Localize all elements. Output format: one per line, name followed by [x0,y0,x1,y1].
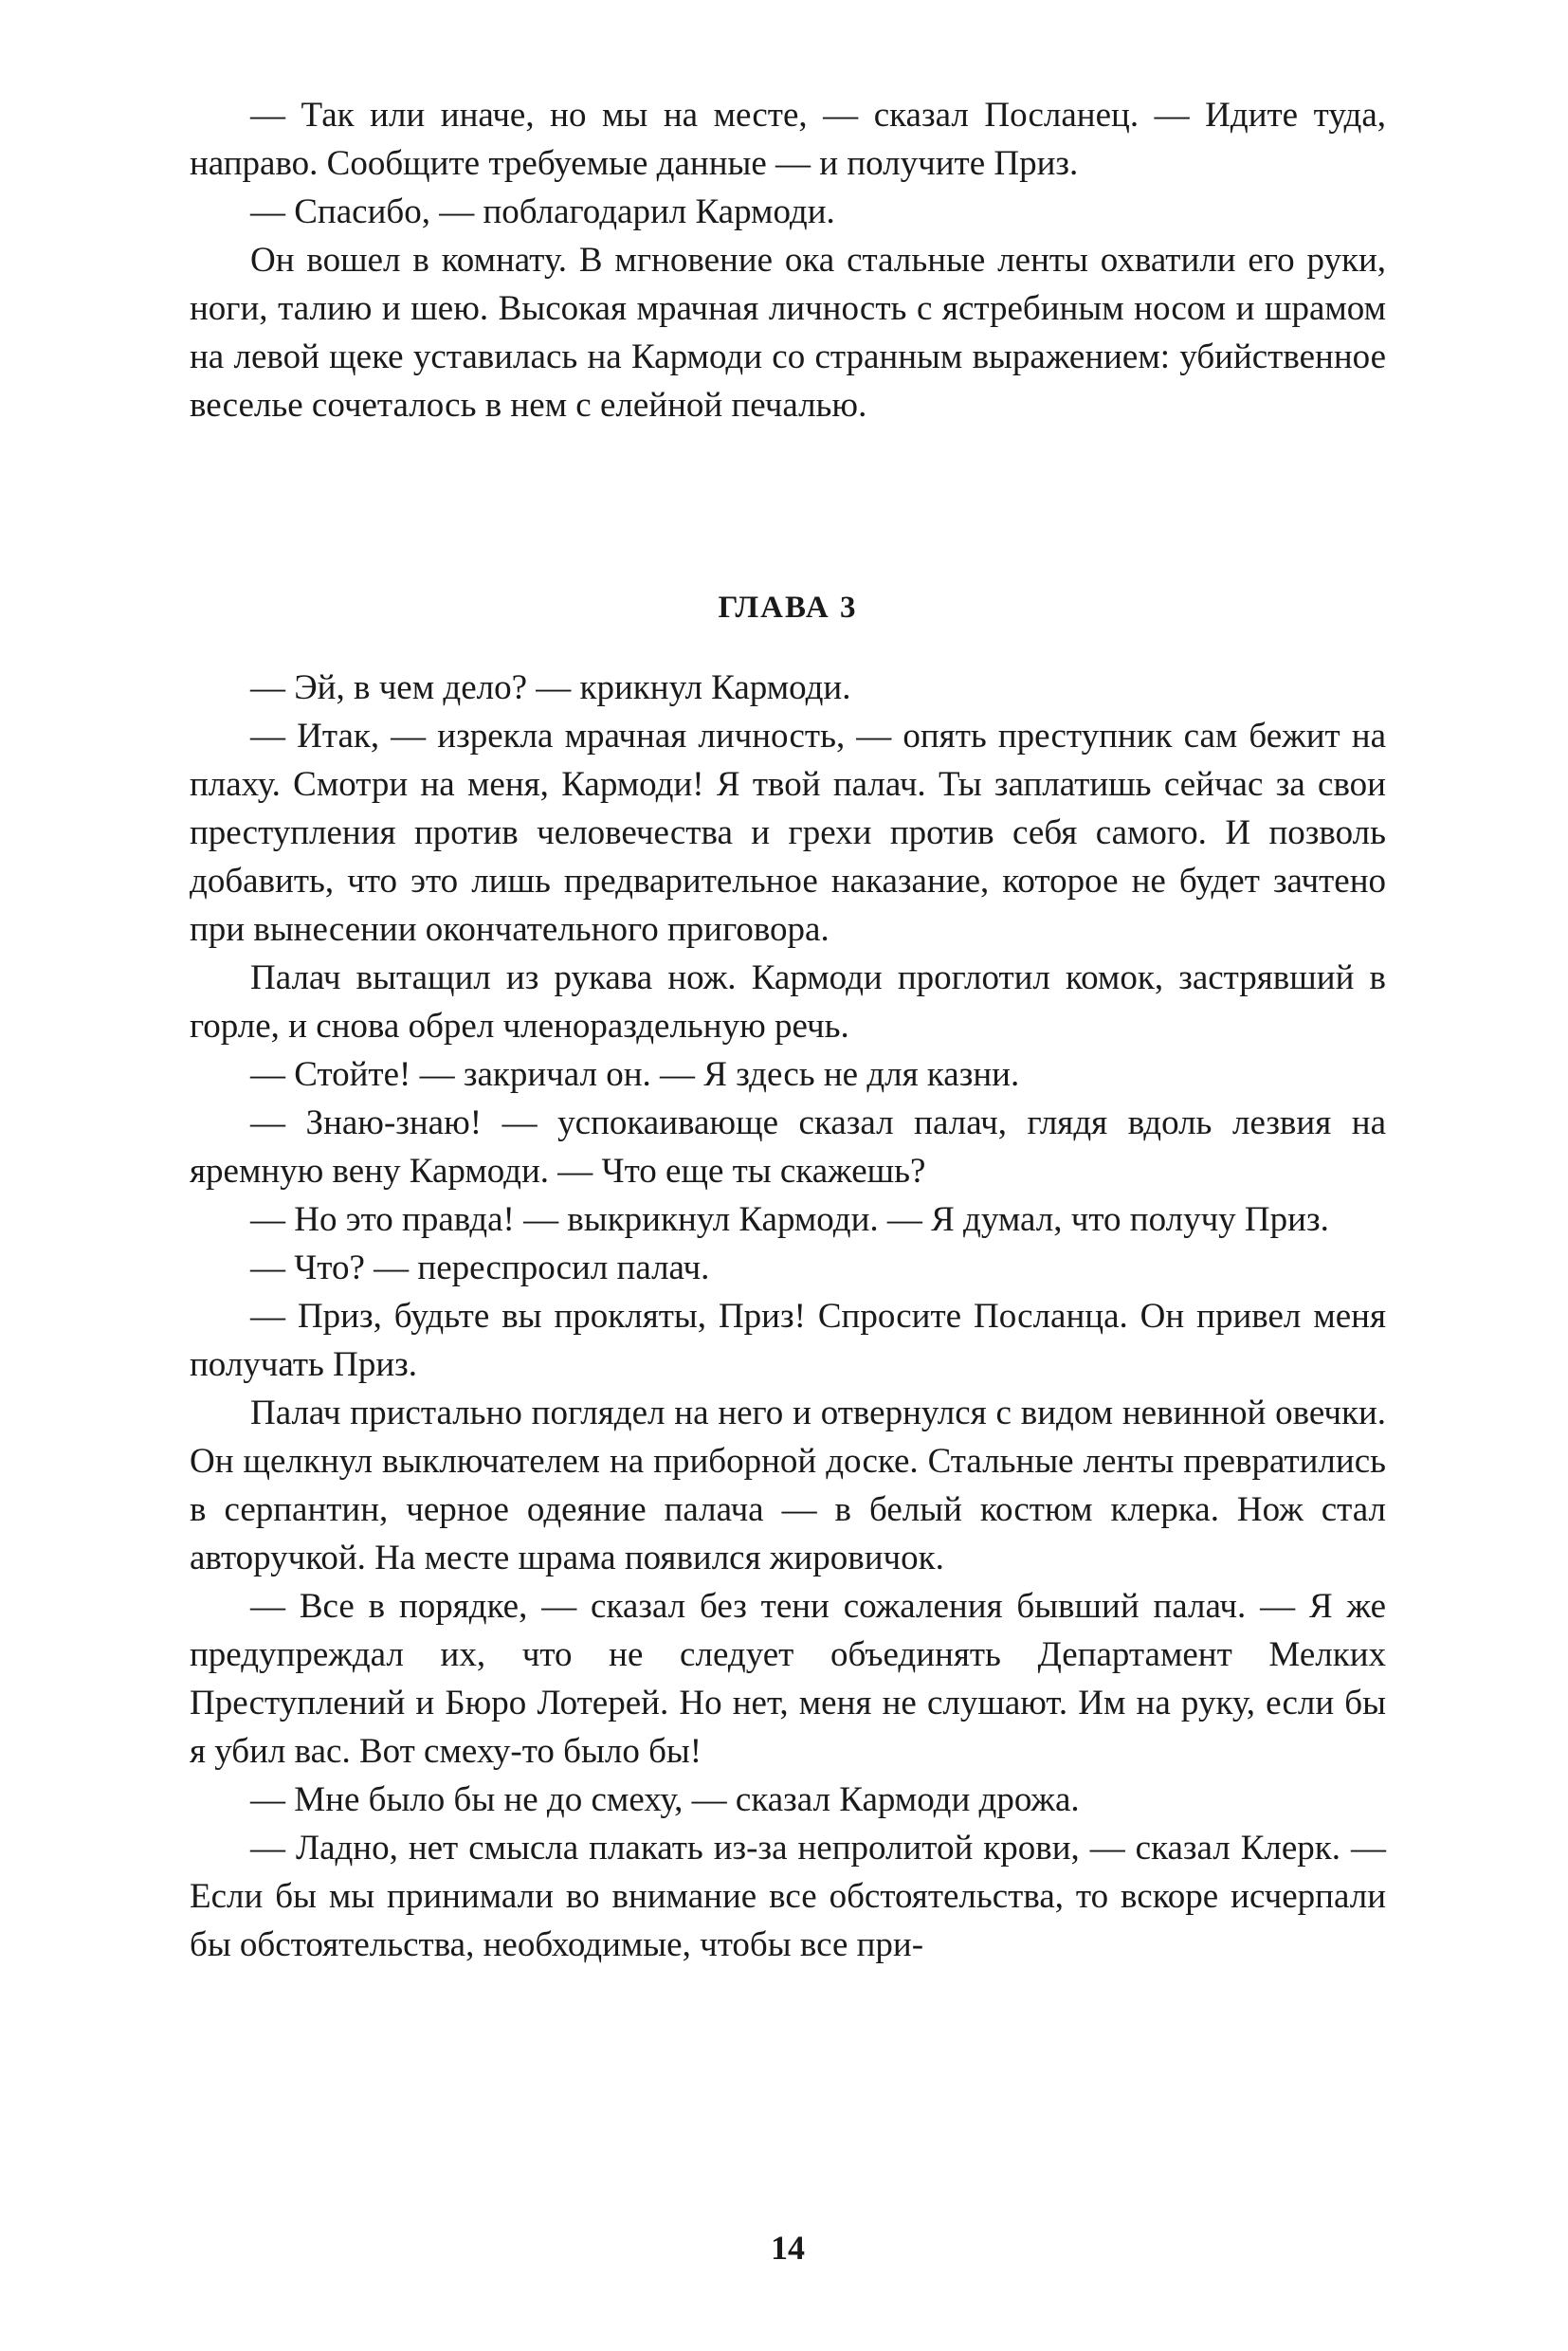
paragraph: — Что? — переспросил палач. [250,1248,710,1287]
paragraph: — Спасибо, — поблагодарил Кармоди. [250,192,835,231]
text-block-chapter [190,664,1386,1969]
paragraph: Он вошел в комнату. В мгновение ока стальные ленты охватили его руки, ноги, талию и шею. Высокая мрачная личность с ястребиным носом и шрамом на левой щеке уставилась на Кармоди со странным выражением: убийственное веселье сочеталось в нем с елейной печалью. [190,241,1386,425]
paragraph: — Итак, — изрекла мрачная личность, — опять преступник сам бежит на плаху. Смотри на меня, Кармоди! Я твой палач. Ты заплатишь сейчас за свои преступления против человечества и грехи против себя самого. И позволь добавить, что это лишь предварительное наказание, которое не будет зачтено при вынесении окончательного приговора. [190,717,1386,949]
paragraph: — Стойте! — закричал он. — Я здесь не для казни. [250,1055,1020,1094]
paragraph: — Приз, будьте вы прокляты, Приз! Спросите Посланца. Он привел меня получать Приз. [190,1297,1386,1384]
paragraph: — Эй, в чем дело? — крикнул Кармоди. [250,668,851,707]
paragraph: Палач вытащил из рукава нож. Кармоди проглотил комок, застрявший в горле, и снова обрел членораздельную речь. [190,958,1386,1046]
page-number: 14 [771,2229,805,2267]
paragraph: — Мне было бы не до смеху, — сказал Кармоди дрожа. [250,1780,1080,1819]
paragraph: — Ладно, нет смысла плакать из-за непролитой крови, — сказал Клерк. — Если бы мы принимали во внимание все обстоятельства, то вскоре исчерпали бы обстоятельства, необходимые, чтобы все при- [190,1829,1386,1964]
book-page [190,91,1386,2309]
chapter-heading [190,584,1386,632]
chapter-title: ГЛАВА 3 [718,591,858,625]
paragraph: — Но это правда! — выкрикнул Кармоди. — Я думал, что получу Приз. [250,1200,1329,1239]
paragraph: Палач пристально поглядел на него и отвернулся с видом невинной овечки. Он щелкнул выключателем на приборной доске. Стальные ленты превратились в серпантин, черное одеяние палача — в белый костюм клерка. Нож стал авторучкой. На месте шрама появился жировичок. [190,1394,1386,1577]
paragraph: — Все в порядке, — сказал без тени сожаления бывший палач. — Я же предупреждал их, что не следует объединять Департамент Мелких Преступлений и Бюро Лотерей. Но нет, меня не слушают. Им на руку, если бы я убил вас. Вот смеху-то было бы! [190,1587,1386,1771]
paragraph: — Так или иначе, но мы на месте, — сказал Посланец. — Идите туда, направо. Сообщите требуемые данные — и получите Приз. [190,96,1386,183]
text-block-top [190,91,1386,429]
paragraph: — Знаю-знаю! — успокаивающе сказал палач, глядя вдоль лезвия на яремную вену Кармоди. — Что еще ты скажешь? [190,1103,1386,1191]
